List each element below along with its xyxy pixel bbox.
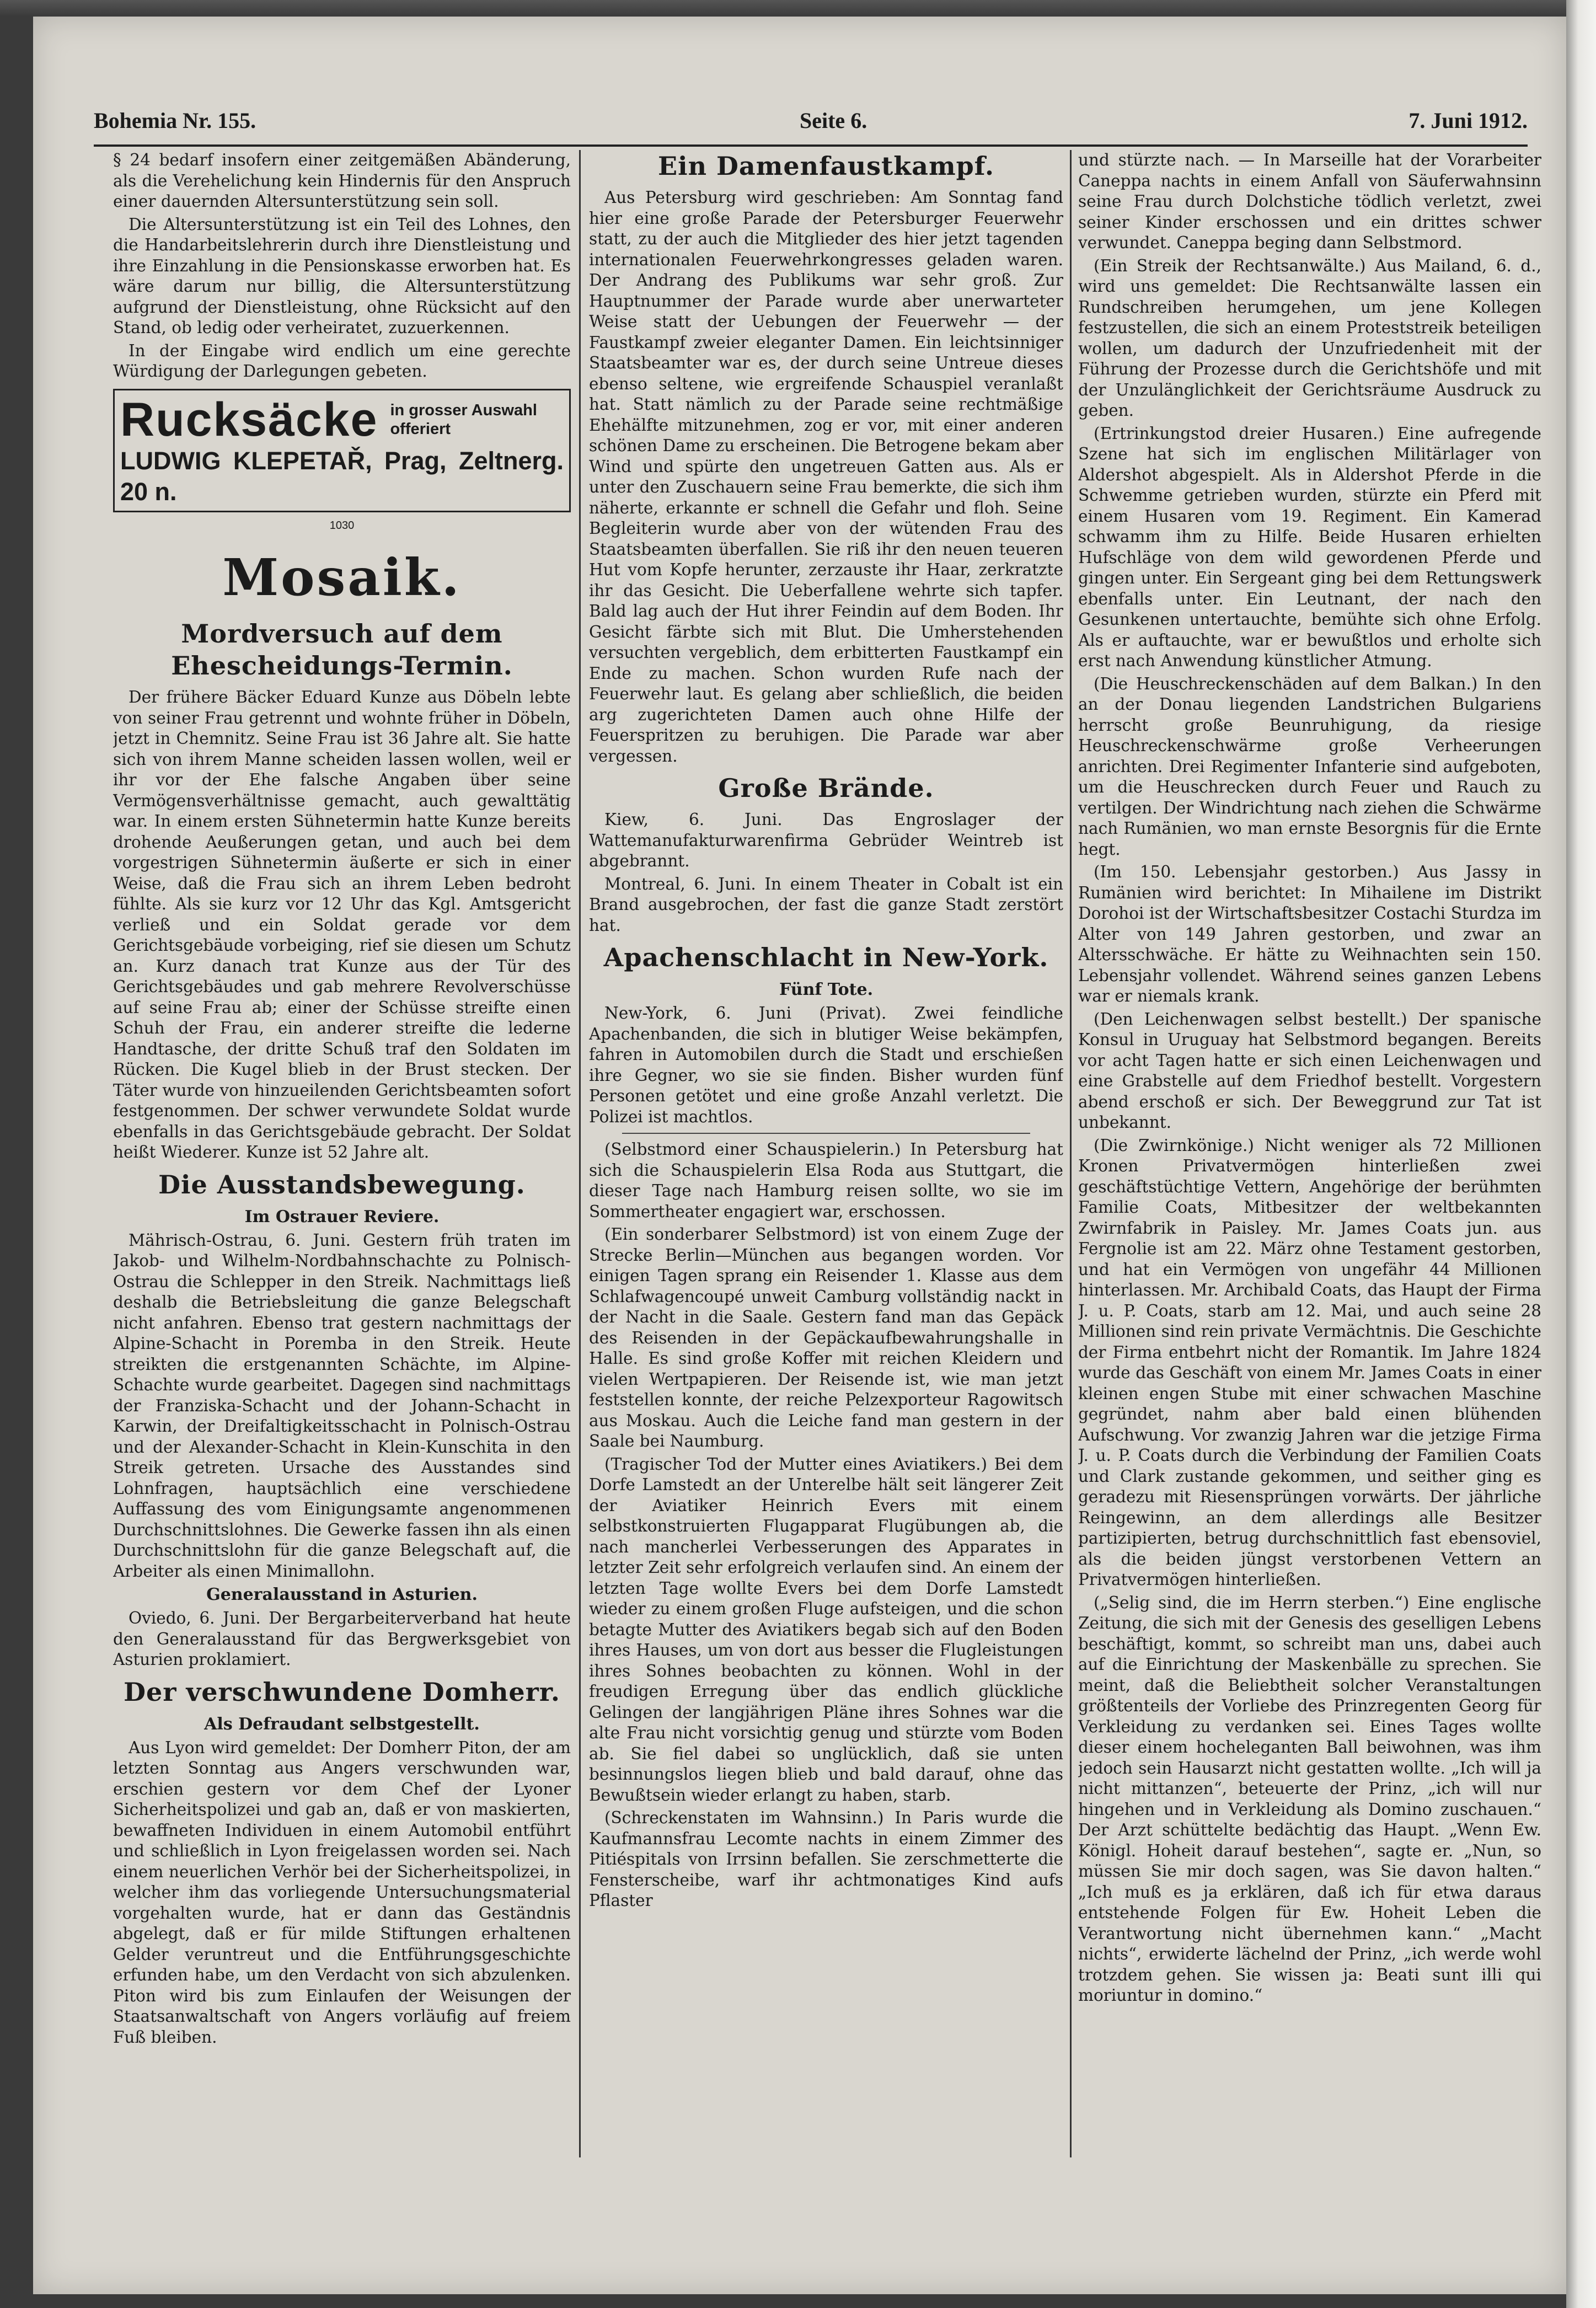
news-item: (Selbstmord einer Schauspielerin.) In Petersburg hat sich die Schauspielerin Elsa Roda aus Stuttgart, die dieser Tage nach Hamburg reisen sollte, wo sie im Sommertheater engagiert war, erschossen. <box>589 1140 1063 1221</box>
news-item: (Ein Streik der Rechtsanwälte.) Aus Mailand, 6. d., wird uns gemeldet: Die Rechtsanwälte lassen ein Rundschreiben herumgehen, um jene Kollegen festzustellen, die sich an einem Proteststreik beteiligen wollen, um dadurch der Unzufriedenheit mit der Führung der Prozesse durch die Gerichtshöfe und mit der Unzulänglichkeit der Gerichtsräume Ausdruck zu geben. <box>1078 256 1541 420</box>
page-number: Seite 6. <box>800 108 867 133</box>
intro-paragraph: In der Eingabe wird endlich um eine gerechte Würdigung der Darlegungen gebeten. <box>113 341 571 381</box>
article-paragraph: Oviedo, 6. Juni. Der Bergarbeiterverband hat heute den Generalausstand für das Bergwerksgebiet von Asturien proklamiert. <box>113 1609 571 1669</box>
article-paragraph: Der frühere Bäcker Eduard Kunze aus Döbeln lebte von seiner Frau getrennt und wohnte früher in Döbeln, jetzt in Chemnitz. Seine Frau ist 36 Jahre alt. Sie hatte sich von ihrem Manne scheiden lassen wollen, weil er ihr vor der Ehe falsche Angaben über seine Vermögensverhältnisse gemacht, auch gewalttätig war. In einem ersten Sühnetermin hatte Kunze bereits drohende Aeußerungen getan, und auch bei dem vorgestrigen Sühnetermin äußerte er sich in einer Weise, daß die Frau sich an ihrem Leben bedroht fühlte. Als sie kurz vor 12 Uhr das Kgl. Amtsgericht verließ und ein Soldat gerade vor dem Gerichtsgebäude vorbeiging, rief sie diesen um Schutz an. Kurz danach trat Kunze aus der Tür des Gerichtsgebäudes und gab mehrere Revolverschüsse auf seine Frau ab; einer der Schüsse streifte einen Schuh der Frau, ein anderer streifte die lederne Handtasche, der dritte Schuß traf den Soldaten im Rücken. Die Kugel blieb in der Brust stecken. Der Täter wurde von hinzueilenden Gerichtsbeamten sofort festgenommen. Der schwer verwundete Soldat wurde ebenfalls in das Gerichtsgebäude gebracht. Der Soldat heißt Wiederer. Kunze ist 52 Jahre alt. <box>113 688 571 1161</box>
article-headline: Große Brände. <box>718 773 934 803</box>
article-subheadline: Im Ostrauer Reviere. <box>244 1207 440 1227</box>
scan-right-edge <box>1566 0 1596 2308</box>
news-item: und stürzte nach. — In Marseille hat der Vorarbeiter Caneppa nachts in einem Anfall von Säuferwahnsinn seine Frau durch Dolchstiche tödlich verletzt, zwei seiner Kinder erschossen und ein drittes schwer verwundet. Caneppa beging dann Selbstmord. <box>1078 151 1541 252</box>
news-item: (Tragischer Tod der Mutter eines Aviatikers.) Bei dem Dorfe Lamstedt an der Unterelbe hält seit längerer Zeit der Aviatiker Heinrich Evers mit einem selbstkonstruierten Flugapparat Flugübungen ab, die nach mancherlei Verbesserungen des Apparates in letzter Zeit sehr erfolgreich verlaufen sind. An einem der letzten Tage wollte Evers bei dem Dorfe Lamstedt wieder zu einem großen Fluge aufsteigen, und die schon betagte Mutter des Aviatikers begab sich auf den Boden ihres Hauses, um von dort aus besser die Flugleistungen ihres Sohnes beobachten zu können. Wohl in der freudigen Erregung über das endlich glückliche Gelingen der langjährigen Pläne ihres Sohnes war die alte Frau nicht vorsichtig genug und stürzte vom Boden ab. Sie fiel dabei so unglücklich, daß sie unten besinnungslos liegen blieb und bald darauf, ohne das Bewußtsein wieder erlangt zu haben, starb. <box>589 1454 1063 1804</box>
article-headline: Die Ausstandsbewegung. <box>158 1169 526 1199</box>
article-paragraph: New-York, 6. Juni (Privat). Zwei feindliche Apachenbanden, die sich in blutiger Weise bekämpfen, fahren in Automobilen durch die Stadt und erschießen ihre Gegner, wo sie sie finden. Bisher wurden fünf Personen getötet und eine große Anzahl verletzt. Die Polizei ist machtlos. <box>589 1004 1063 1126</box>
ad-headline: Rucksäcke <box>120 393 378 446</box>
news-item: (Die Zwirnkönige.) Nicht weniger als 72 Millionen Kronen Privatvermögen hinterließen zwei geschäftstüchtige Vettern, Angehörige der berühmten Familie Coats, Mitbesitzer der weltbekannten Zwirnfabrik in Paisley. Mr. James Coats jun. aus Fergnolie ist am 22. März ohne Testament gestorben, und hat ein Vermögen von ungefähr 44 Millionen hinterlassen. Mr. Archibald Coats, das Haupt der Firma J. u. P. Coats, starb am 12. Mai, und auch seine 28 Millionen sind rein private Vermächtnis. Die Geschichte der Firma entbehrt nicht der Romantik. Im Jahre 1824 wurde das Geschäft von einem Mr. James Coats in einer kleinen engen Stube mit einer schwachen Maschine gegründet, nahm aber bald einen blühenden Aufschwung. Vor zwanzig Jahren war die jetzige Firma J. u. P. Coats durch die Verbindung der Familien Coats und Clark zustande gekommen, und seither ging es geradezu mit Riesensprüngen vorwärts. Der jährliche Reingewinn, an dem allerdings alle Besitzer partizipierten, betrug durchschnittlich fast ebensoviel, als die beiden jüngst verstorbenen Vettern an Privatvermögen hinterließen. <box>1078 1136 1541 1589</box>
article-paragraph: Montreal, 6. Juni. In einem Theater in Cobalt ist ein Brand ausgebrochen, der fast die ganze Stadt zerstört hat. <box>589 874 1063 935</box>
ad-tagline: in grosser Auswahl offeriert <box>390 401 537 438</box>
article-headline: Apachenschlacht in New-York. <box>603 943 1049 972</box>
ad-address: LUDWIG KLEPETAŘ, Prag, Zeltnerg. 20 n. <box>120 446 564 506</box>
column-divider-2 <box>1070 150 1072 2157</box>
advertisement-rucksaecke <box>113 389 571 512</box>
news-item: (Ein sonderbarer Selbstmord) ist von einem Zuge der Strecke Berlin—München aus begangen worden. Vor einigen Tagen sprang ein Reisender 1. Klasse aus dem Schlafwagencoupé unweit Camburg vollständig nackt in der Nacht in die Saale. Gestern fand man das Gepäck des Reisenden in der Gepäckaufbewahrungshalle in Halle. Es sind große Koffer mit reichen Kleidern und vielen Wertpapieren. Der Reisende ist, wie man jetzt feststellen konnte, der reiche Pelzexporteur Ragowitsch aus Moskau. Auch die Leiche fand man gestern in der Saale bei Naumburg. <box>589 1225 1063 1450</box>
article-subheadline: Fünf Tote. <box>779 980 874 999</box>
news-item: (Schreckenstaten im Wahnsinn.) In Paris wurde die Kaufmannsfrau Lecomte nachts in einem Zimmer des Pitiéspitals von Irrsinn befallen. Sie zerschmetterte die Fensterscheibe, warf ihr achtmonatiges Kind aufs Pflaster <box>589 1808 1063 1910</box>
news-item: (Die Heuschreckenschäden auf dem Balkan.) In den an der Donau liegenden Landstrichen Bulgariens herrscht große Beunruhigung, da riesige Heuschreckenschwärme große Verheerungen anrichten. Drei Regimenter Infanterie sind aufgeboten, um die Heuschrecken durch Feuer und Rauch zu vertilgen. Der Windrichtung nach ziehen die Schwärme nach Rumänien, wo man ernste Besorgnis für die Ernte hegt. <box>1078 674 1541 859</box>
article-paragraph: Kiew, 6. Juni. Das Engroslager der Wattemanufakturwarenfirma Gebrüder Weintreb ist abgebrannt. <box>589 810 1063 870</box>
column-3 <box>1078 150 1541 2246</box>
intro-paragraph: Die Altersunterstützung ist ein Teil des Lohnes, den die Handarbeitslehrerin durch ihre Dienstleistung und ihre Einzahlung in die Pensionskasse erworben hat. Es wäre darum nur billig, die Altersunterstützung aufgrund der Dienstleistung, ohne Rücksicht auf den Stand, ob ledig oder verheiratet, zuzuerkennen. <box>113 215 571 337</box>
column-2 <box>589 150 1063 2246</box>
ad-number: 1030 <box>329 519 355 532</box>
intro-paragraph: § 24 bedarf insofern einer zeitgemäßen Abänderung, als die Verehelichung kein Hindernis für den Anspruch einer dauernden Altersunterstützung sein soll. <box>113 151 571 211</box>
article-paragraph: Mährisch-Ostrau, 6. Juni. Gestern früh traten im Jakob- und Wilhelm-Nordbahnschachte zu Polnisch-Ostrau die Schlepper in den Streik. Nachmittags ließ deshalb die Betriebsleitung die ganze Belegschaft nicht anfahren. Ebenso trat gestern nachmittags der Alpine-Schacht in Poremba in den Streik. Heute streikten die erstgenannten Schächte, im Alpine-Schachte wurde gearbeitet. Dagegen sind nachmittags der Franziska-Schacht und der Johann-Schacht in Karwin, der Dreifaltigkeitsschacht in Polnisch-Ostrau und der Alexander-Schacht in Klein-Kunschita in den Streik getreten. Ursache des Ausstandes sind Lohnfragen, hauptsächlich eine verschiedene Auffassung des vom Einigungsamte angenommenen Durchschnittslohnes. Die Gewerke fassen ihn als einen Durchschnittslohn für die ganze Belegschaft auf, die Arbeiter als einen Minimallohn. <box>113 1230 571 1581</box>
news-item: (Ertrinkungstod dreier Husaren.) Eine aufregende Szene hat sich im englischen Militärlager von Aldershot abgespielt. Als in Aldershot Pferde in die Schwemme getrieben wurden, stürzte ein Pferd mit einem Husaren vom 19. Regiment. Ein Kamerad schwamm ihm zu Hilfe. Beide Husaren erhielten Hufschläge von dem wild gewordenen Pferde und gingen unter. Ein Sergeant ging bei dem Rettungswerk ebenfalls unter. Ein Leutnant, der nach den Gesunkenen untertauchte, bemühte sich ohne Erfolg. Als er auftauchte, war er bewußtlos und erholte sich erst nach Anwendung künstlicher Atmung. <box>1078 424 1541 670</box>
article-subheadline: Als Defraudant selbstgestellt. <box>204 1714 480 1734</box>
column-1 <box>113 150 571 2246</box>
news-item: (Den Leichenwagen selbst bestellt.) Der spanische Konsul in Uruguay hat Selbstmord begangen. Bereits vor acht Tagen hatte er sich einen Leichenwagen und eine Grabstelle auf dem Friedhof bestellt. Vorgestern abend erschoß er sich. Der Beweggrund zur Tat ist unbekannt. <box>1078 1009 1541 1132</box>
separator-line <box>622 1133 1030 1134</box>
news-item: („Selig sind, die im Herrn sterben.“) Eine englische Zeitung, die sich mit der Genesis des geselligen Lebens beschäftigt, kommt, so schreibt man uns, dabei auch auf die Einrichtung der Maskenbälle zu sprechen. Sie meint, daß die Beliebtheit solcher Veranstaltungen größtenteils der Vorliebe des Prinzregenten Georg für Verkleidung zu verdanken sei. Eines Tages wollte dieser einem hocheleganten Ball beiwohnen, was ihm jedoch sein Hausarzt nicht gestatten wollte. „Ich will ja nicht mittanzen“, beteuerte der Prinz, „ich will nur hingehen und in Verkleidung als Domino zuschauen.“ Der Arzt schüttelte bedächtig das Haupt. „Wenn Ew. Königl. Hoheit darauf bestehen“, sagte er. „Nun, so müssen Sie mir doch sagen, was Sie davon halten.“ „Ich muß es ja erklären, daß ich für etwa daraus entstehende Folgen für Ew. Hoheit Leben die Verantwortung nicht übernehmen kann.“ „Macht nichts“, erwiderte lächelnd der Prinz, „ich werde wohl trotzdem gehen. Sie wissen ja: Beati sunt illi qui moriuntur in domino.“ <box>1078 1593 1541 2005</box>
news-item: (Im 150. Lebensjahr gestorben.) Aus Jassy in Rumänien wird berichtet: In Mihailene im Distrikt Dorohoi ist der Wirtschaftsbesitzer Costachi Sturdza im Alter von 149 Jahren gestorben, und zwar an Altersschwäche. Er hätte zu Weihnachten sein 150. Lebensjahr vollendet. Während seines ganzen Lebens war er niemals krank. <box>1078 863 1541 1005</box>
article-paragraph: Aus Lyon wird gemeldet: Der Domherr Piton, der am letzten Sonntag aus Angers verschwunden war, erschien gestern vor dem Chef der Lyoner Sicherheitspolizei und gab an, daß er von maskierten, bewaffneten Individuen in einem Automobil entführt und schließlich in Lyon freigelassen worden sei. Nach einem neuerlichen Verhör bei der Sicherheitspolizei, in welcher ihm das vorliegende Untersuchungsmaterial vorgehalten wurde, hat er dann das Geständnis abgelegt, daß er für milde Stiftungen erhaltenen Gelder veruntreut und die Entführungsgeschichte erfunden habe, um den Verdacht von sich abzulenken. Piton wird bis zum Einlaufen der Weisungen der Staatsanwaltschaft von Angers vorläufig auf freiem Fuß bleiben. <box>113 1738 571 2047</box>
article-paragraph: Aus Petersburg wird geschrieben: Am Sonntag fand hier eine große Parade der Petersburger Feuerwehr statt, zu der auch die Mitglieder des hier jetzt tagenden internationalen Feuerwehrkongresses geladen waren. Der Andrang des Publikums war sehr groß. Zur Hauptnummer der Parade wurde aber unerwarteter Weise statt der Uebungen der Feuerwehr — der Faustkampf zweier eleganter Damen. Ein leichtsinniger Staatsbeamter war es, der durch seine Untreue dieses ebenso seltene, wie ergreifende Schauspiel veranlaßt hat. Statt nämlich zu der Parade seine rechtmäßige Ehehälfte mitzunehmen, zog er vor, mit einer anderen schönen Dame zu erscheinen. Die Betrogene bekam aber Wind und spürte den ungetreuen Gatten aus. Als er unter den Zuschauern seine Frau bemerkte, die sich ihm näherte, erkannte er schnell die Gefahr und floh. Seine Begleiterin wurde aber von der wütenden Frau des Staatsbeamten überfallen. Sie riß ihr den neuen teueren Hut vom Kopfe herunter, zerzauste ihr Haar, zerkratzte ihr das Gesicht. Die Ueberfallene wehrte sich tapfer. Bald lag auch der Hut ihrer Feindin auf dem Boden. Ihr Gesicht färbte sich mit Blut. Die Umherstehenden versuchten vergeblich, dem erbitterten Faustkampf ein Ende zu machen. Schon wurden Rufe nach der Feuerwehr laut. Es gelang aber schließlich, die beiden arg zugerichteten Damen auch ohne Hilfe der Feuerspritzen zu beruhigen. Die Parade war aber vergessen. <box>589 188 1063 765</box>
article-headline: Ein Damenfaustkampf. <box>658 151 994 181</box>
article-subheadline: Generalausstand in Asturien. <box>206 1585 478 1604</box>
section-title: Mosaik. <box>222 548 462 607</box>
article-headline: Mordversuch auf dem Ehescheidungs-Termin. <box>171 619 513 681</box>
masthead-issue: Bohemia Nr. 155. <box>94 108 256 133</box>
column-divider-1 <box>579 150 581 2157</box>
page-header <box>94 108 1528 141</box>
scan-top-border <box>0 0 1596 17</box>
header-rule <box>94 144 1528 147</box>
issue-date: 7. Juni 1912. <box>1408 108 1528 133</box>
article-headline: Der verschwundene Domherr. <box>124 1677 560 1707</box>
